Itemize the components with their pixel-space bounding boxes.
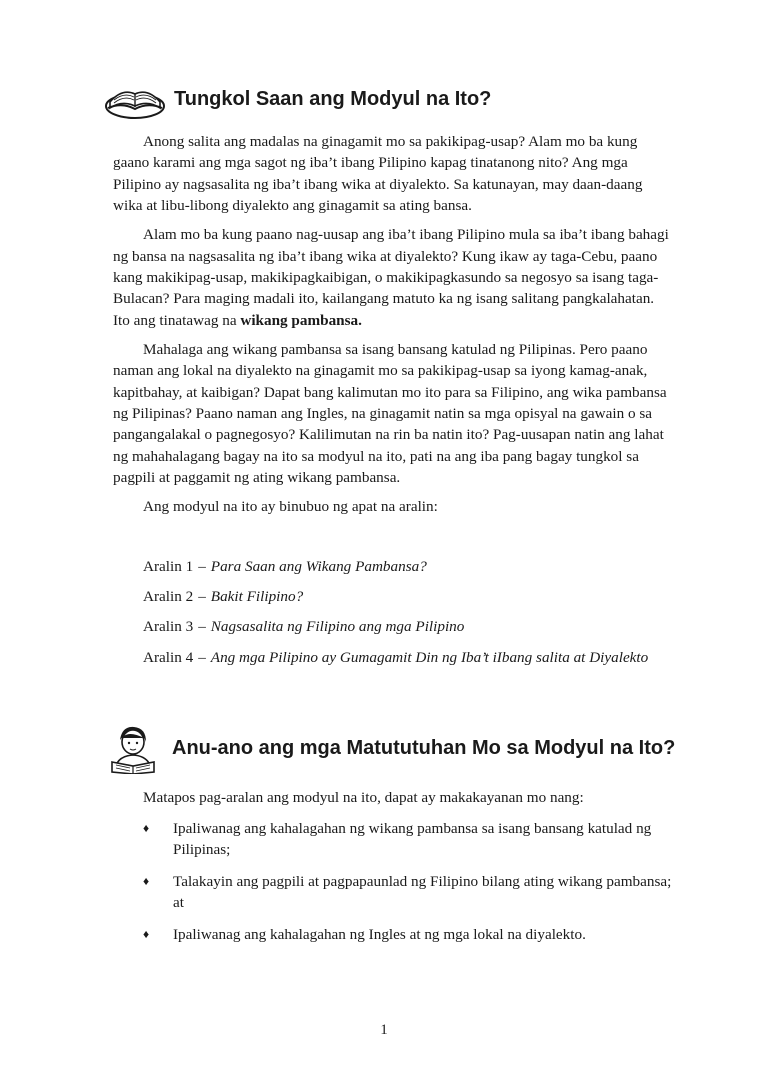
list-item: Aralin 2 – Bakit Filipino? [143,588,304,606]
paragraph: Anong salita ang madalas na ginagamit mo sa pakikipag-usap? Alam mo ba kung gaano karami ang mga sagot ng iba’t ibang Pilipino kapag tinatanong nito? Ang mga Pilipino ay nagsasalita ng iba’t ibang wika at diyalekto. Sa katunayan, may daan-daang wika at libu-libong diyalekto ang ginagamit sa ating bansa. [113,133,643,215]
objectives-list [143,818,683,955]
diamond-bullet-icon: ♦ [143,821,150,835]
paragraph: Mahalaga ang wikang pambansa sa isang bansang katulad ng Pilipinas. Pero paano naman ang lokal na diyalekto na ginagamit mo sa pakikipag-usap sa iyong kamag-anak, kapitbahay, at kaibigan? Dapat bang kalimutan mo ito para sa Filipino, ang wika pambansa ng Pilipinas? Paano naman ang Ingles, na ginagamit natin sa mga opisyal na gawain o sa pangangalakal o pagnegosyo? Kalilimutan na rin ba natin ito? Pag-uusapan natin ang lahat ng mahahalagang bagay na ito sa modyul na ito, pati na ang iba pang bagay tungkol sa pagpili at paggamit ng ating wikang pambansa. [113,340,667,487]
diamond-bullet-icon: ♦ [143,926,150,941]
list-item: ♦ Ipaliwanag ang kahalagahan ng wikang pambansa sa isang bansang katulad ng Pilipinas; [143,818,683,861]
bold-term: wikang pambansa. [240,311,362,329]
paragraph: Ang modyul na ito ay binubuo ng apat na aralin: [143,498,438,516]
list-item: ♦ Ipaliwanag ang kahalagahan ng Ingles at ng mga lokal na diyalekto. [143,924,683,945]
section-title: Tungkol Saan ang Modyul na Ito? [174,87,492,110]
list-item: Aralin 3 – Nagsasalita ng Filipino ang mga Pilipino [143,618,465,636]
student-reading-icon [104,722,162,774]
objectives-intro: Matapos pag-aralan ang modyul na ito, dapat ay makakayanan mo nang: [143,789,584,806]
page-number: 1 [380,1022,388,1038]
section-heading-learning-objectives [104,722,675,774]
paragraph: Alam mo ba kung paano nag-uusap ang iba’t ibang Pilipino mula sa iba’t ibang bahagi ng bansa na nagsasalita ng iba’t ibang wika at diyalekto? Kung ikaw ay taga-Cebu, paano kang makikipag-usap, makikipagkaibigan, o makikipagkasundo sa negosyo sa isang taga-Bulacan? Para maging madali ito, kailangang matuto ka ng isang salitang pangkalahatan. Ito ang tinatawag na wikang pambansa. [113,226,669,329]
section-title: Anu-ano ang mga Matututuhan Mo sa Modyul na Ito? [172,736,676,759]
diamond-bullet-icon: ♦ [143,873,150,888]
section-heading-about-module [104,78,491,120]
list-item: ♦ Talakayin ang pagpili at pagpapaunlad ng Filipino bilang ating wikang pambansa; at [143,871,683,914]
section-body [113,131,673,525]
list-item: Aralin 4 – Ang mga Pilipino ay Gumagamit Din ng Iba’t iIbang salita at Diyalekto [143,648,649,666]
lesson-list [143,556,683,677]
list-item: Aralin 1 – Para Saan ang Wikang Pambansa? [143,558,427,575]
open-book-icon [104,78,166,120]
